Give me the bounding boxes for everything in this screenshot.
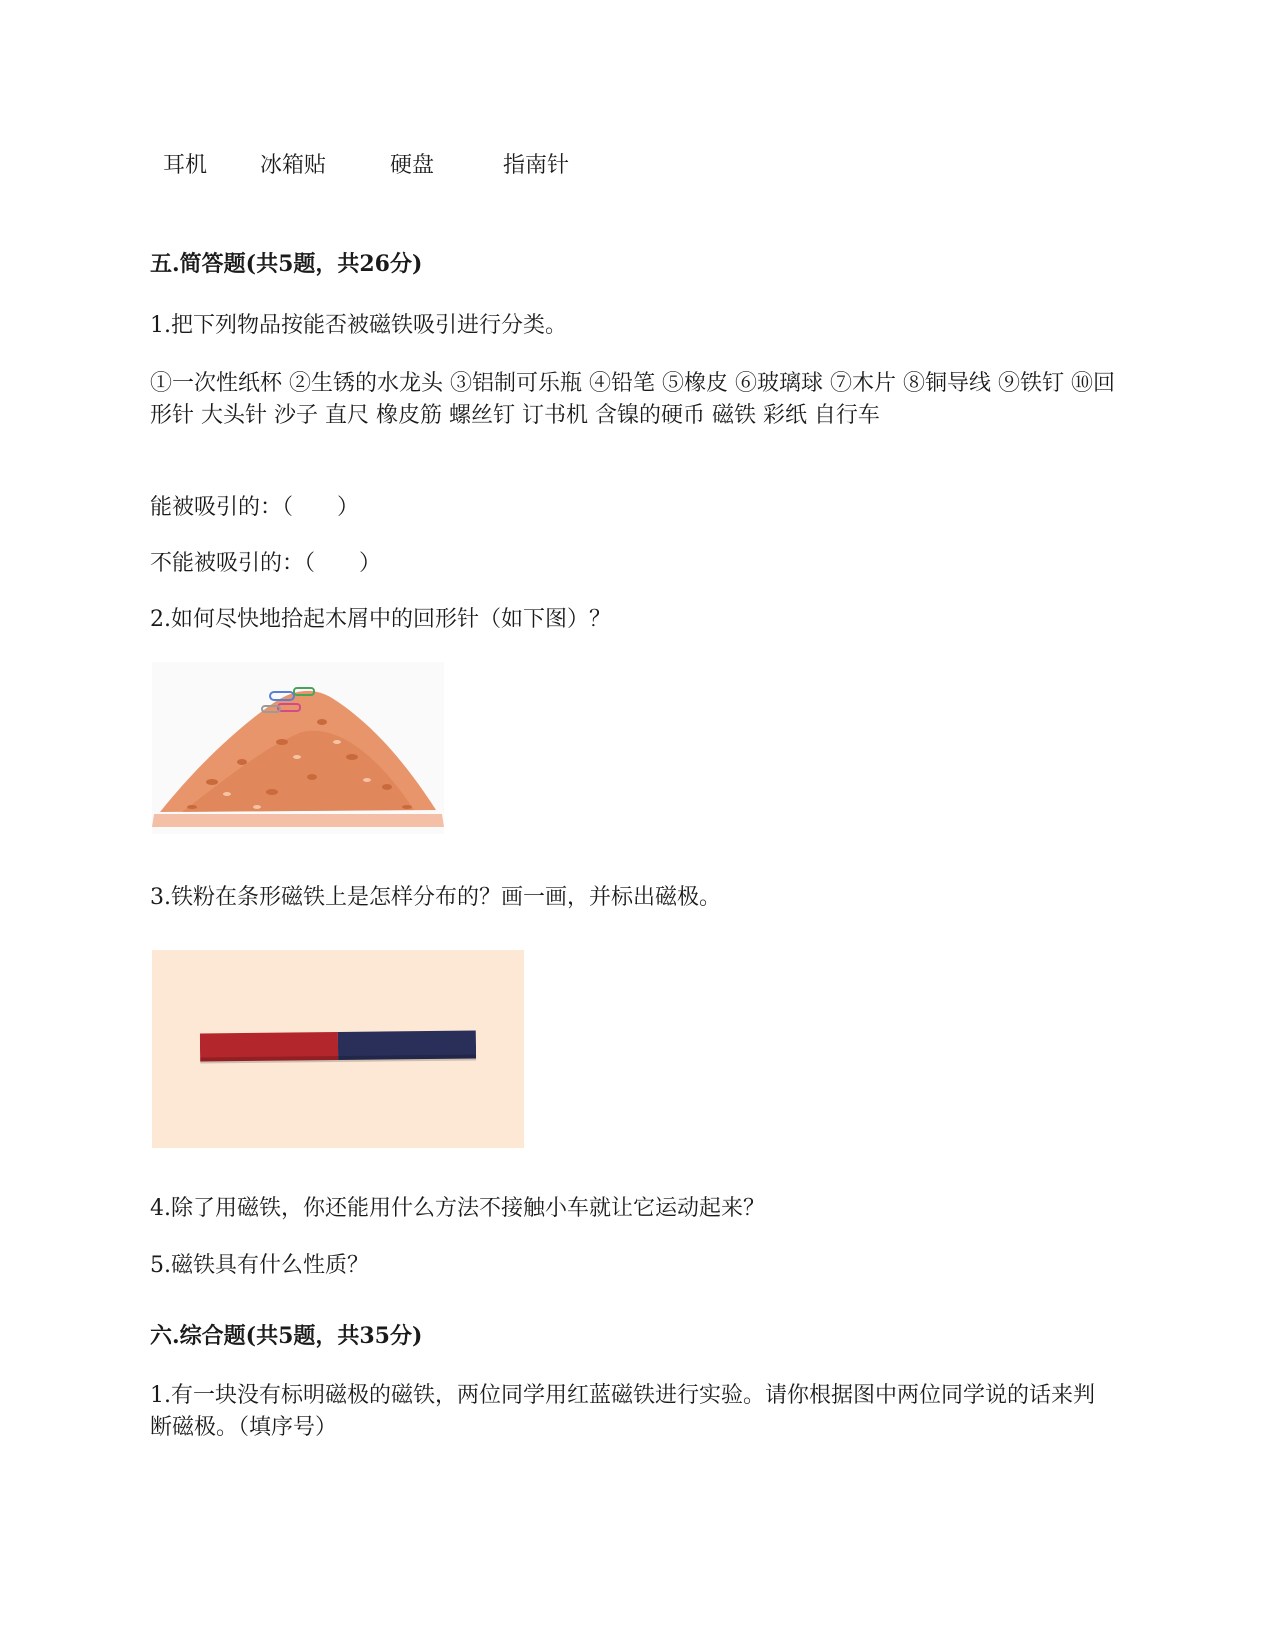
wood-chips-image xyxy=(152,662,444,834)
q1-items: ①一次性纸杯 ②生锈的水龙头 ③铝制可乐瓶 ④铅笔 ⑤橡皮 ⑥玻璃球 ⑦木片 ⑧铜导线 ⑨铁钉 ⑩回形针 大头针 沙子 直尺 橡皮筋 螺丝钉 订书机 含镍的硬币 磁铁 彩纸 自行车 xyxy=(150,371,1115,428)
q3-text: 3.铁粉在条形磁铁上是怎样分布的？画一画，并标出磁极。 xyxy=(150,885,721,910)
item-word: 指南针 xyxy=(503,153,570,178)
q1-attracted: 能被吸引的：（ ） xyxy=(150,495,360,520)
item-word: 耳机 xyxy=(163,153,208,178)
bar-magnet xyxy=(200,1029,476,1066)
item-word: 硬盘 xyxy=(390,153,435,178)
section6-q1: 1.有一块没有标明磁极的磁铁，两位同学用红蓝磁铁进行实验。请你根据图中两位同学说的话来判断磁极。（填序号） xyxy=(150,1383,1095,1440)
item-word: 冰箱贴 xyxy=(260,153,327,178)
q1-stem: 1.把下列物品按能否被磁铁吸引进行分类。 xyxy=(150,313,567,338)
q4-text: 4.除了用磁铁，你还能用什么方法不接触小车就让它运动起来？ xyxy=(150,1196,765,1221)
section6-heading: 六.综合题(共5题，共35分) xyxy=(150,1323,423,1349)
bar-magnet-image xyxy=(152,950,524,1148)
q2-text: 2.如何尽快地拾起木屑中的回形针（如下图）？ xyxy=(150,607,611,632)
q1-not-attracted: 不能被吸引的：（ ） xyxy=(150,551,382,576)
section5-heading: 五.简答题(共5题，共26分) xyxy=(150,251,423,277)
q5-text: 5.磁铁具有什么性质？ xyxy=(150,1253,369,1278)
